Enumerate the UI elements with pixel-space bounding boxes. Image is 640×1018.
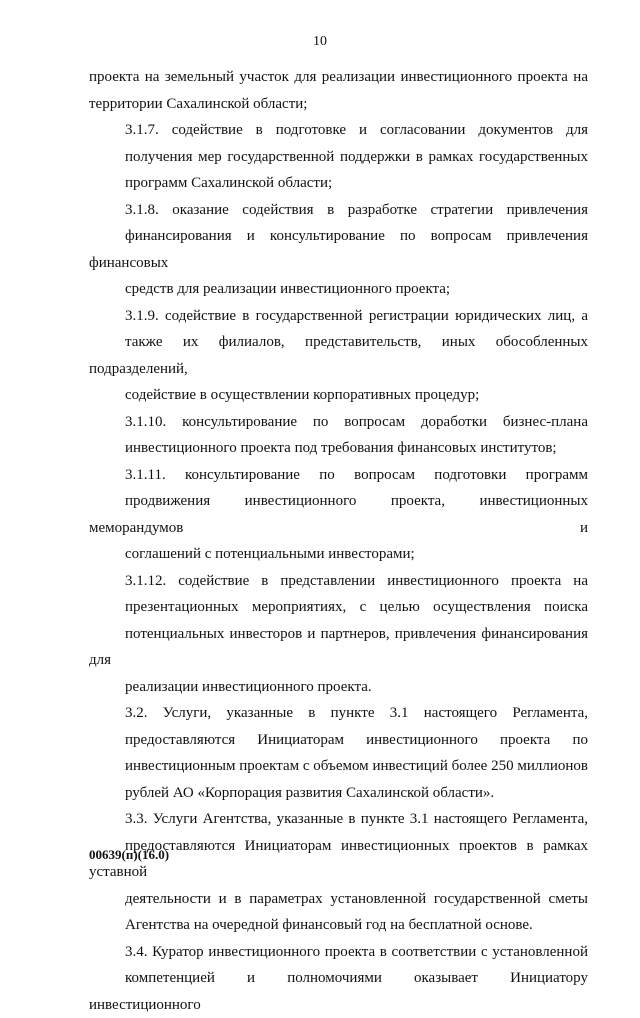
text-line: территории Сахалинской области; bbox=[89, 91, 588, 118]
paragraph-3-1-7 bbox=[89, 117, 588, 197]
paragraph-3-3 bbox=[89, 806, 588, 939]
document-body bbox=[89, 64, 588, 1018]
text-line: 3.1.12. содействие в представлении инвестиционного проекта на bbox=[89, 568, 588, 595]
text-line: предоставляются Инициаторам инвестиционного проекта по bbox=[89, 727, 588, 754]
paragraph-3-1-10 bbox=[89, 409, 588, 462]
text-line: 3.4. Куратор инвестиционного проекта в соответствии с установленной bbox=[89, 939, 588, 966]
text-line: инвестиционным проектам с объемом инвестиций более 250 миллионов bbox=[89, 753, 588, 780]
text-line: программ Сахалинской области; bbox=[89, 170, 588, 197]
text-line: Агентства на очередной финансовый год на бесплатной основе. bbox=[89, 912, 588, 939]
paragraph-3-4 bbox=[89, 939, 588, 1018]
text-line: инвестиционного проекта под требования финансовых институтов; bbox=[89, 435, 588, 462]
text-line: потенциальных инвесторов и партнеров, привлечения финансирования для bbox=[89, 621, 588, 674]
text-line: 3.1.11. консультирование по вопросам подготовки программ bbox=[89, 462, 588, 489]
text-line: также их филиалов, представительств, иных обособленных подразделений, bbox=[89, 329, 588, 382]
text-line: средств для реализации инвестиционного проекта; bbox=[89, 276, 588, 303]
text-line: соглашений с потенциальными инвесторами; bbox=[89, 541, 588, 568]
text-line: 3.1.9. содействие в государственной регистрации юридических лиц, а bbox=[89, 303, 588, 330]
paragraph-continuation bbox=[89, 64, 588, 117]
paragraph-3-1-9 bbox=[89, 303, 588, 409]
paragraph-3-1-8 bbox=[89, 197, 588, 303]
text-line: 3.1.7. содействие в подготовке и согласовании документов для bbox=[89, 117, 588, 144]
text-line: проекта на земельный участок для реализации инвестиционного проекта на bbox=[89, 64, 588, 91]
text-line: реализации инвестиционного проекта. bbox=[89, 674, 588, 701]
text-line: 3.1.8. оказание содействия в разработке стратегии привлечения bbox=[89, 197, 588, 224]
paragraph-3-1-12 bbox=[89, 568, 588, 701]
paragraph-3-1-11 bbox=[89, 462, 588, 568]
text-line: содействие в осуществлении корпоративных процедур; bbox=[89, 382, 588, 409]
document-code: 00639(п)(16.0) bbox=[89, 847, 169, 863]
text-line: предоставляются Инициаторам инвестиционных проектов в рамках уставной bbox=[89, 833, 588, 886]
text-line: рублей АО «Корпорация развития Сахалинской области». bbox=[89, 780, 588, 807]
text-line: финансирования и консультирование по вопросам привлечения финансовых bbox=[89, 223, 588, 276]
text-line: презентационных мероприятиях, с целью осуществления поиска bbox=[89, 594, 588, 621]
text-line: компетенцией и полномочиями оказывает Инициатору инвестиционного bbox=[89, 965, 588, 1018]
text-line: 3.3. Услуги Агентства, указанные в пункте 3.1 настоящего Регламента, bbox=[89, 806, 588, 833]
text-line: деятельности и в параметрах установленной государственной сметы bbox=[89, 886, 588, 913]
paragraph-3-2 bbox=[89, 700, 588, 806]
text-line: 3.2. Услуги, указанные в пункте 3.1 настоящего Регламента, bbox=[89, 700, 588, 727]
text-line: получения мер государственной поддержки в рамках государственных bbox=[89, 144, 588, 171]
text-line: 3.1.10. консультирование по вопросам доработки бизнес-плана bbox=[89, 409, 588, 436]
page-number: 10 bbox=[0, 33, 640, 51]
text-line: продвижения инвестиционного проекта, инвестиционных меморандумов и bbox=[89, 488, 588, 541]
